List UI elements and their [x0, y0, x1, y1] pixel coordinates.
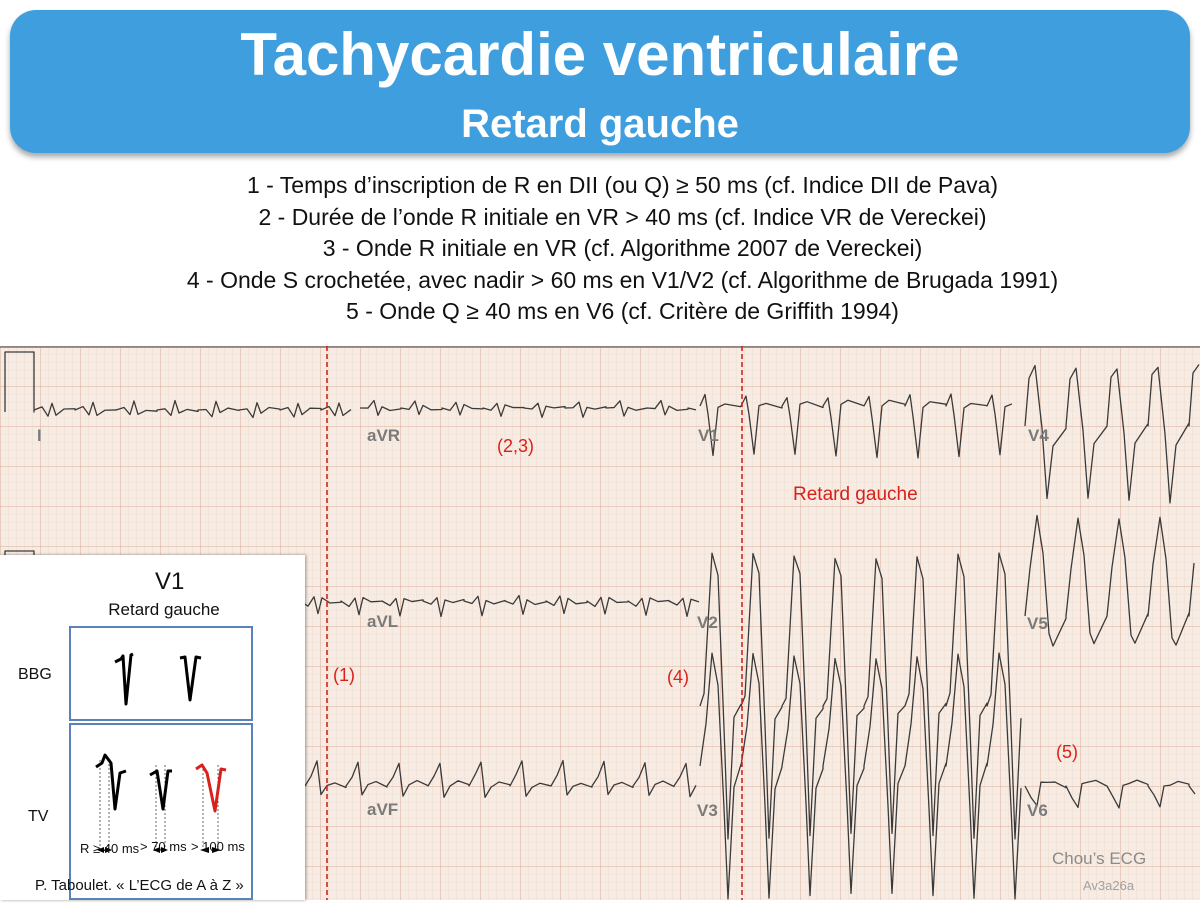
lead-label-V6: V6 — [1027, 801, 1048, 820]
inset-subtitle: Retard gauche — [108, 600, 220, 619]
annotation-4: (4) — [667, 667, 689, 687]
measure-100ms: > 100 ms — [191, 839, 245, 854]
row-label-tv: TV — [28, 808, 49, 825]
slide-code: Av3a26a — [1083, 878, 1135, 893]
title-banner — [10, 10, 1190, 153]
criterion-item: 1 - Temps d’inscription de R en DII (ou Q) ≥ 50 ms (cf. Indice DII de Pava) — [246, 172, 999, 198]
lead-label-aVL: aVL — [367, 612, 399, 631]
measure-70ms: > 70 ms — [140, 839, 187, 854]
annotation-2-3: (2,3) — [497, 436, 535, 456]
source-credit: P. Taboulet. « L’ECG de A à Z » — [35, 877, 244, 894]
lead-label-aVF: aVF — [367, 800, 399, 819]
annotation-1: (1) — [333, 665, 355, 685]
row-label-bbg: BBG — [18, 666, 52, 683]
page-title: Tachycardie ventriculaire — [240, 21, 960, 88]
bbg-morphology-box — [69, 626, 253, 721]
measure-r-40ms: R ≥ 40 ms — [80, 841, 140, 856]
lead-label-V1: V1 — [698, 426, 719, 445]
annotation-retard-gauche: Retard gauche — [793, 484, 918, 505]
lead-label-V2: V2 — [697, 613, 718, 632]
lead-label-I: I — [37, 426, 42, 445]
criterion-item: 5 - Onde Q ≥ 40 ms en V6 (cf. Critère de Griffith 1994) — [346, 298, 899, 324]
page-subtitle: Retard gauche — [461, 102, 739, 146]
tv-waveforms — [71, 725, 251, 898]
watermark: Chou’s ECG — [1052, 849, 1147, 868]
bbg-waveforms — [71, 628, 251, 719]
criterion-item: 4 - Onde S crochetée, avec nadir > 60 ms en V1/V2 (cf. Algorithme de Brugada 1991) — [186, 266, 1059, 293]
lead-label-aVR: aVR — [367, 426, 401, 445]
lead-label-V3: V3 — [697, 801, 718, 820]
inset-title: V1 — [155, 568, 185, 595]
v1-morphology-inset — [0, 555, 305, 900]
criterion-item: 3 - Onde R initiale en VR (cf. Algorithme 2007 de Vereckei) — [322, 235, 923, 261]
annotation-5: (5) — [1056, 742, 1078, 762]
criteria-list — [0, 170, 1200, 328]
tv-morphology-box — [69, 723, 253, 900]
lead-label-V5: V5 — [1027, 614, 1048, 633]
criterion-item: 2 - Durée de l’onde R initiale en VR > 40 ms (cf. Indice VR de Vereckei) — [258, 203, 987, 230]
lead-label-V4: V4 — [1028, 426, 1049, 445]
